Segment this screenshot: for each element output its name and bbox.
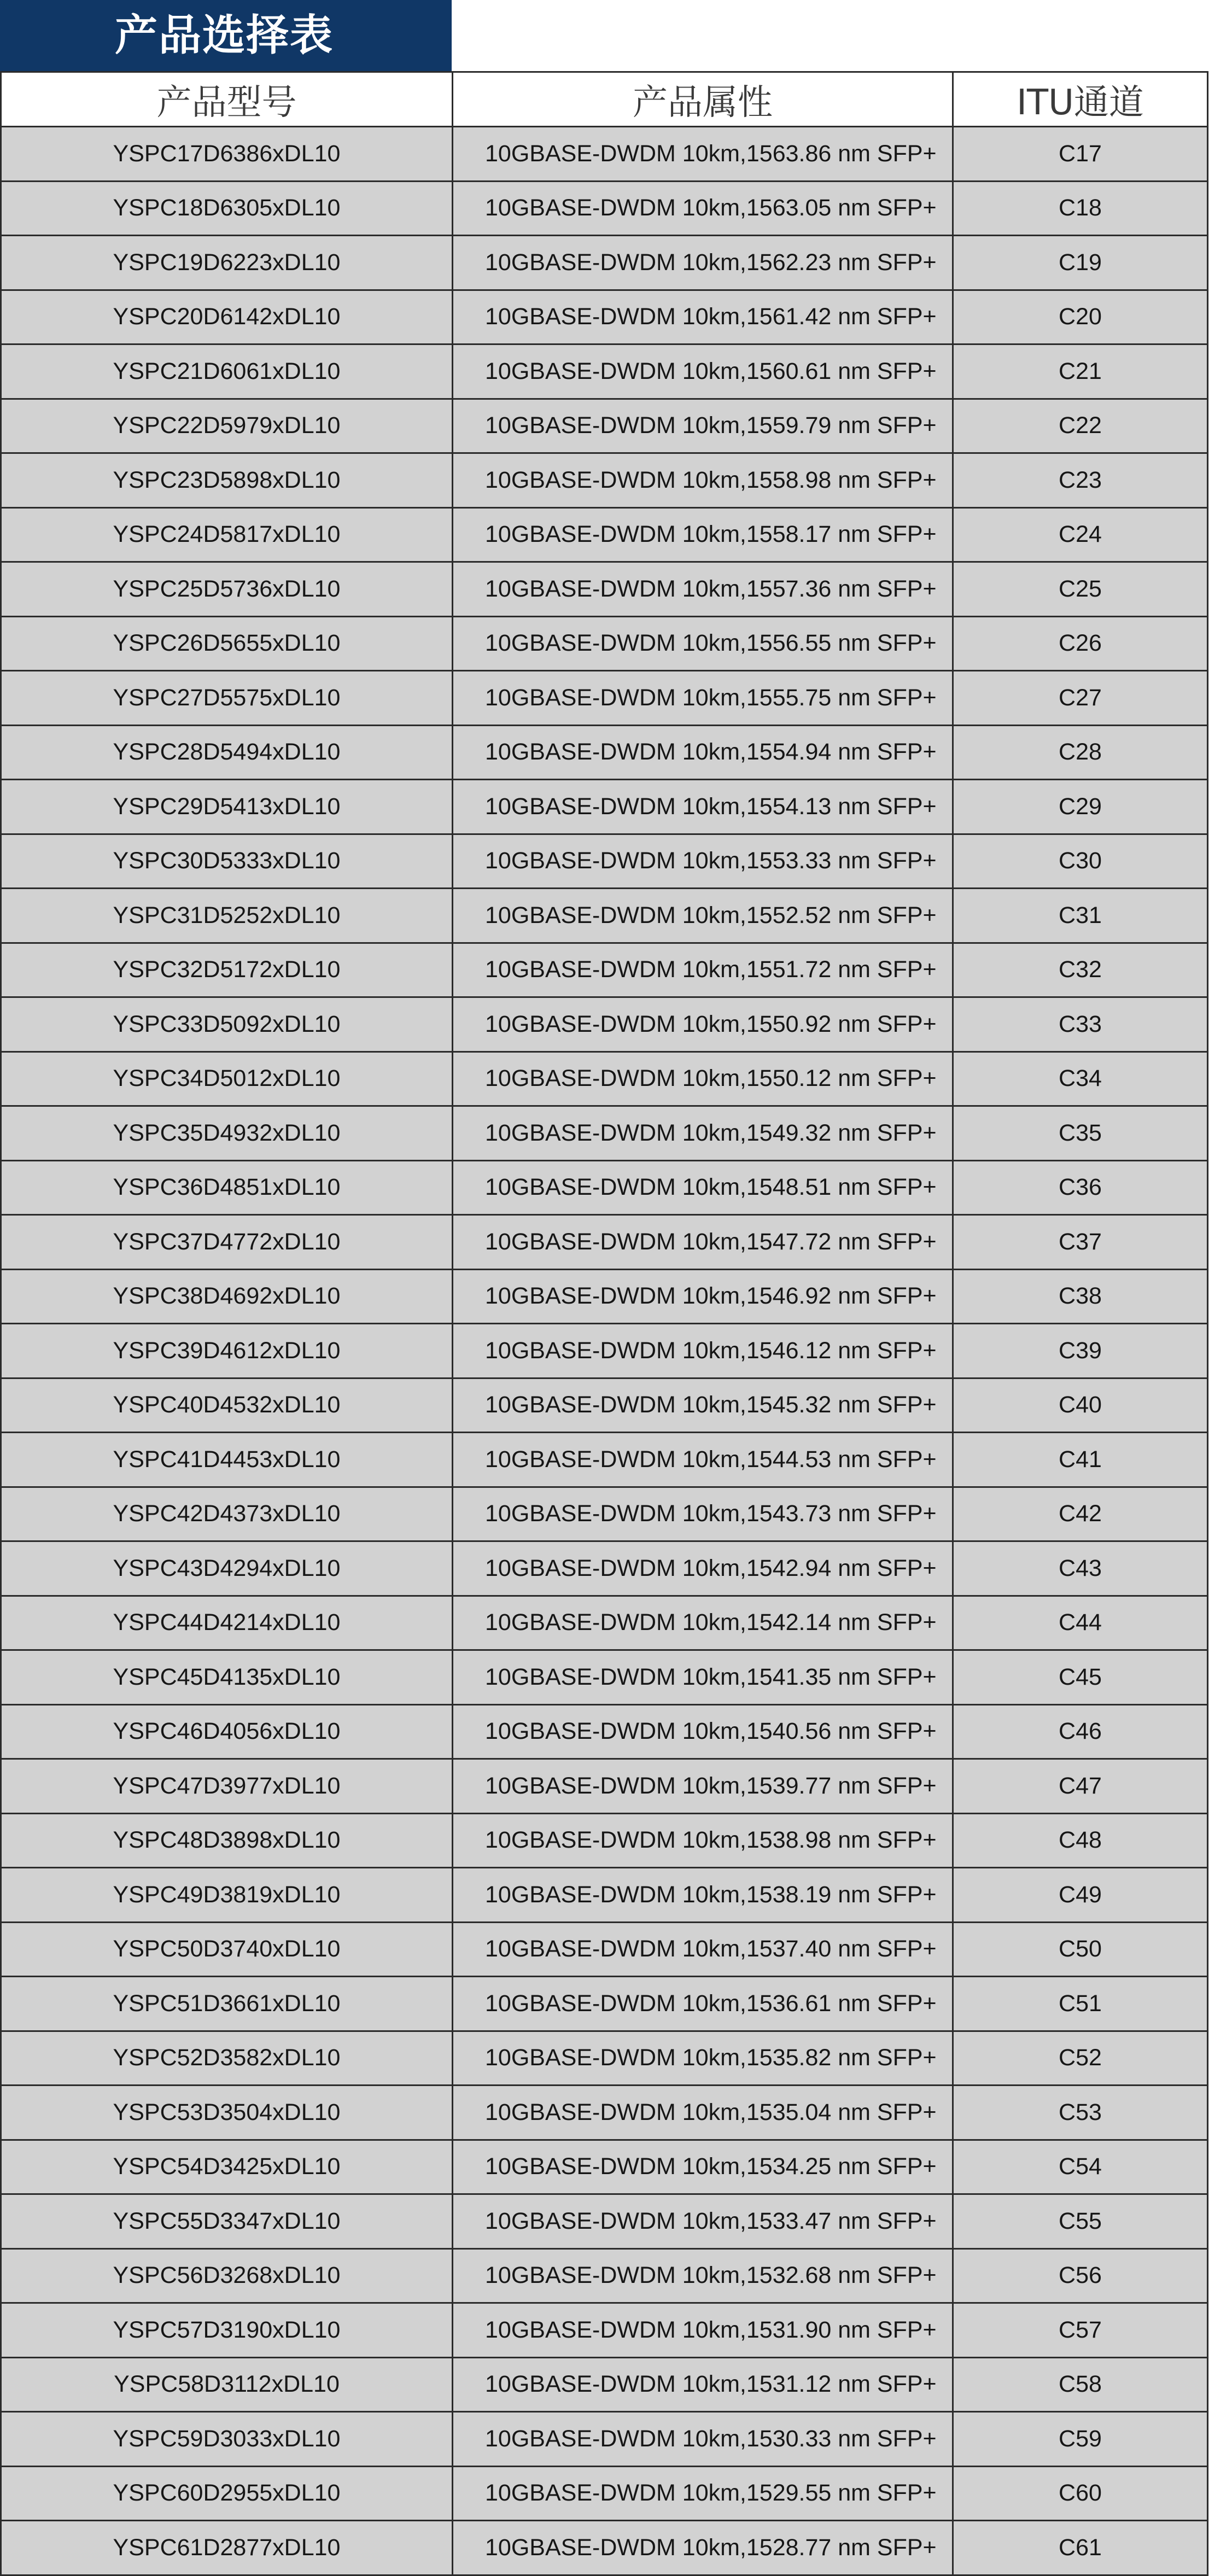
cell-itu-channel: C35	[953, 1106, 1208, 1161]
cell-attribute: 10GBASE-DWDM 10km,1530.33 nm SFP+	[453, 2412, 953, 2467]
cell-itu-channel: C27	[953, 671, 1208, 726]
cell-attribute: 10GBASE-DWDM 10km,1559.79 nm SFP+	[453, 399, 953, 453]
cell-model: YSPC22D5979xDL10	[1, 399, 453, 453]
cell-attribute: 10GBASE-DWDM 10km,1529.55 nm SFP+	[453, 2466, 953, 2521]
cell-itu-channel: C19	[953, 236, 1208, 290]
table-row	[1, 2140, 1208, 2194]
cell-itu-channel: C49	[953, 1868, 1208, 1923]
cell-attribute: 10GBASE-DWDM 10km,1543.73 nm SFP+	[453, 1487, 953, 1541]
table-row	[1, 725, 1208, 780]
cell-itu-channel: C47	[953, 1759, 1208, 1814]
cell-model: YSPC30D5333xDL10	[1, 834, 453, 889]
cell-attribute: 10GBASE-DWDM 10km,1542.94 nm SFP+	[453, 1541, 953, 1596]
cell-itu-channel: C28	[953, 725, 1208, 780]
table-row	[1, 1487, 1208, 1541]
cell-model: YSPC34D5012xDL10	[1, 1052, 453, 1106]
table-row	[1, 1704, 1208, 1759]
cell-attribute: 10GBASE-DWDM 10km,1558.17 nm SFP+	[453, 507, 953, 562]
cell-model: YSPC32D5172xDL10	[1, 943, 453, 997]
cell-itu-channel: C25	[953, 562, 1208, 617]
table-row	[1, 1378, 1208, 1433]
cell-itu-channel: C40	[953, 1378, 1208, 1433]
table-row	[1, 2466, 1208, 2521]
cell-attribute: 10GBASE-DWDM 10km,1533.47 nm SFP+	[453, 2194, 953, 2249]
cell-model: YSPC23D5898xDL10	[1, 453, 453, 508]
cell-itu-channel: C48	[953, 1813, 1208, 1868]
cell-model: YSPC60D2955xDL10	[1, 2466, 453, 2521]
cell-itu-channel: C30	[953, 834, 1208, 889]
cell-model: YSPC37D4772xDL10	[1, 1215, 453, 1270]
table-row	[1, 1052, 1208, 1106]
table-row	[1, 453, 1208, 508]
cell-attribute: 10GBASE-DWDM 10km,1550.92 nm SFP+	[453, 997, 953, 1052]
cell-model: YSPC50D3740xDL10	[1, 1922, 453, 1977]
table-row	[1, 2357, 1208, 2412]
cell-attribute: 10GBASE-DWDM 10km,1562.23 nm SFP+	[453, 236, 953, 290]
cell-model: YSPC39D4612xDL10	[1, 1324, 453, 1378]
cell-attribute: 10GBASE-DWDM 10km,1548.51 nm SFP+	[453, 1160, 953, 1215]
table-row	[1, 1324, 1208, 1378]
cell-attribute: 10GBASE-DWDM 10km,1560.61 nm SFP+	[453, 344, 953, 399]
cell-model: YSPC19D6223xDL10	[1, 236, 453, 290]
table-row	[1, 889, 1208, 943]
cell-model: YSPC26D5655xDL10	[1, 616, 453, 671]
cell-attribute: 10GBASE-DWDM 10km,1538.98 nm SFP+	[453, 1813, 953, 1868]
cell-attribute: 10GBASE-DWDM 10km,1536.61 nm SFP+	[453, 1977, 953, 2031]
product-selection-table	[0, 71, 1208, 2576]
cell-attribute: 10GBASE-DWDM 10km,1541.35 nm SFP+	[453, 1650, 953, 1705]
cell-itu-channel: C17	[953, 127, 1208, 182]
table-row	[1, 1433, 1208, 1487]
cell-model: YSPC33D5092xDL10	[1, 997, 453, 1052]
cell-model: YSPC35D4932xDL10	[1, 1106, 453, 1161]
cell-model: YSPC41D4453xDL10	[1, 1433, 453, 1487]
cell-model: YSPC59D3033xDL10	[1, 2412, 453, 2467]
cell-itu-channel: C52	[953, 2031, 1208, 2086]
cell-itu-channel: C42	[953, 1487, 1208, 1541]
header-attribute: 产品属性	[453, 72, 953, 127]
table-row	[1, 1269, 1208, 1324]
table-row	[1, 943, 1208, 997]
cell-itu-channel: C20	[953, 290, 1208, 344]
cell-itu-channel: C59	[953, 2412, 1208, 2467]
cell-attribute: 10GBASE-DWDM 10km,1538.19 nm SFP+	[453, 1868, 953, 1923]
cell-attribute: 10GBASE-DWDM 10km,1534.25 nm SFP+	[453, 2140, 953, 2194]
cell-model: YSPC20D6142xDL10	[1, 290, 453, 344]
table-row	[1, 1813, 1208, 1868]
cell-itu-channel: C26	[953, 616, 1208, 671]
cell-attribute: 10GBASE-DWDM 10km,1537.40 nm SFP+	[453, 1922, 953, 1977]
cell-itu-channel: C21	[953, 344, 1208, 399]
table-row	[1, 127, 1208, 182]
cell-itu-channel: C61	[953, 2521, 1208, 2575]
cell-itu-channel: C29	[953, 780, 1208, 834]
header-row	[1, 72, 1208, 127]
cell-itu-channel: C34	[953, 1052, 1208, 1106]
cell-itu-channel: C32	[953, 943, 1208, 997]
cell-attribute: 10GBASE-DWDM 10km,1553.33 nm SFP+	[453, 834, 953, 889]
cell-itu-channel: C51	[953, 1977, 1208, 2031]
table-row	[1, 1977, 1208, 2031]
cell-attribute: 10GBASE-DWDM 10km,1554.13 nm SFP+	[453, 780, 953, 834]
cell-attribute: 10GBASE-DWDM 10km,1532.68 nm SFP+	[453, 2248, 953, 2303]
cell-attribute: 10GBASE-DWDM 10km,1535.04 nm SFP+	[453, 2086, 953, 2140]
table-row	[1, 1215, 1208, 1270]
cell-model: YSPC40D4532xDL10	[1, 1378, 453, 1433]
cell-model: YSPC38D4692xDL10	[1, 1269, 453, 1324]
cell-itu-channel: C53	[953, 2086, 1208, 2140]
cell-itu-channel: C55	[953, 2194, 1208, 2249]
cell-attribute: 10GBASE-DWDM 10km,1539.77 nm SFP+	[453, 1759, 953, 1814]
table-body	[1, 127, 1208, 2575]
cell-model: YSPC25D5736xDL10	[1, 562, 453, 617]
cell-model: YSPC21D6061xDL10	[1, 344, 453, 399]
cell-itu-channel: C57	[953, 2303, 1208, 2358]
cell-itu-channel: C50	[953, 1922, 1208, 1977]
cell-model: YSPC61D2877xDL10	[1, 2521, 453, 2575]
table-header	[1, 72, 1208, 127]
table-row	[1, 997, 1208, 1052]
cell-itu-channel: C56	[953, 2248, 1208, 2303]
table-row	[1, 1541, 1208, 1596]
cell-itu-channel: C54	[953, 2140, 1208, 2194]
table-row	[1, 671, 1208, 726]
cell-model: YSPC17D6386xDL10	[1, 127, 453, 182]
cell-model: YSPC18D6305xDL10	[1, 181, 453, 236]
cell-itu-channel: C33	[953, 997, 1208, 1052]
cell-itu-channel: C46	[953, 1704, 1208, 1759]
cell-attribute: 10GBASE-DWDM 10km,1552.52 nm SFP+	[453, 889, 953, 943]
cell-model: YSPC24D5817xDL10	[1, 507, 453, 562]
cell-model: YSPC31D5252xDL10	[1, 889, 453, 943]
cell-model: YSPC27D5575xDL10	[1, 671, 453, 726]
cell-model: YSPC57D3190xDL10	[1, 2303, 453, 2358]
cell-attribute: 10GBASE-DWDM 10km,1547.72 nm SFP+	[453, 1215, 953, 1270]
cell-itu-channel: C23	[953, 453, 1208, 508]
cell-itu-channel: C22	[953, 399, 1208, 453]
cell-itu-channel: C41	[953, 1433, 1208, 1487]
cell-itu-channel: C31	[953, 889, 1208, 943]
cell-attribute: 10GBASE-DWDM 10km,1531.90 nm SFP+	[453, 2303, 953, 2358]
table-row	[1, 562, 1208, 617]
cell-attribute: 10GBASE-DWDM 10km,1528.77 nm SFP+	[453, 2521, 953, 2575]
cell-attribute: 10GBASE-DWDM 10km,1540.56 nm SFP+	[453, 1704, 953, 1759]
cell-attribute: 10GBASE-DWDM 10km,1550.12 nm SFP+	[453, 1052, 953, 1106]
page-title: 产品选择表	[0, 0, 452, 71]
cell-model: YSPC47D3977xDL10	[1, 1759, 453, 1814]
cell-itu-channel: C24	[953, 507, 1208, 562]
cell-itu-channel: C18	[953, 181, 1208, 236]
cell-model: YSPC54D3425xDL10	[1, 2140, 453, 2194]
cell-itu-channel: C60	[953, 2466, 1208, 2521]
table-row	[1, 290, 1208, 344]
cell-attribute: 10GBASE-DWDM 10km,1545.32 nm SFP+	[453, 1378, 953, 1433]
cell-attribute: 10GBASE-DWDM 10km,1555.75 nm SFP+	[453, 671, 953, 726]
cell-attribute: 10GBASE-DWDM 10km,1549.32 nm SFP+	[453, 1106, 953, 1161]
cell-attribute: 10GBASE-DWDM 10km,1561.42 nm SFP+	[453, 290, 953, 344]
cell-attribute: 10GBASE-DWDM 10km,1563.05 nm SFP+	[453, 181, 953, 236]
cell-model: YSPC55D3347xDL10	[1, 2194, 453, 2249]
table-row	[1, 2248, 1208, 2303]
table-row	[1, 2412, 1208, 2467]
cell-attribute: 10GBASE-DWDM 10km,1557.36 nm SFP+	[453, 562, 953, 617]
table-row	[1, 181, 1208, 236]
cell-model: YSPC52D3582xDL10	[1, 2031, 453, 2086]
table-row	[1, 1922, 1208, 1977]
cell-model: YSPC48D3898xDL10	[1, 1813, 453, 1868]
table-row	[1, 1160, 1208, 1215]
table-row	[1, 2086, 1208, 2140]
cell-model: YSPC42D4373xDL10	[1, 1487, 453, 1541]
cell-itu-channel: C44	[953, 1596, 1208, 1650]
table-row	[1, 507, 1208, 562]
cell-model: YSPC28D5494xDL10	[1, 725, 453, 780]
cell-attribute: 10GBASE-DWDM 10km,1535.82 nm SFP+	[453, 2031, 953, 2086]
cell-itu-channel: C45	[953, 1650, 1208, 1705]
table-row	[1, 616, 1208, 671]
cell-itu-channel: C58	[953, 2357, 1208, 2412]
cell-attribute: 10GBASE-DWDM 10km,1551.72 nm SFP+	[453, 943, 953, 997]
table-row	[1, 834, 1208, 889]
header-itu-channel: ITU通道	[953, 72, 1208, 127]
cell-attribute: 10GBASE-DWDM 10km,1531.12 nm SFP+	[453, 2357, 953, 2412]
table-row	[1, 1650, 1208, 1705]
cell-model: YSPC43D4294xDL10	[1, 1541, 453, 1596]
header-model: 产品型号	[1, 72, 453, 127]
table-row	[1, 780, 1208, 834]
table-row	[1, 1596, 1208, 1650]
cell-model: YSPC51D3661xDL10	[1, 1977, 453, 2031]
cell-attribute: 10GBASE-DWDM 10km,1554.94 nm SFP+	[453, 725, 953, 780]
cell-model: YSPC49D3819xDL10	[1, 1868, 453, 1923]
cell-model: YSPC46D4056xDL10	[1, 1704, 453, 1759]
cell-itu-channel: C38	[953, 1269, 1208, 1324]
cell-attribute: 10GBASE-DWDM 10km,1563.86 nm SFP+	[453, 127, 953, 182]
table-row	[1, 1759, 1208, 1814]
cell-itu-channel: C43	[953, 1541, 1208, 1596]
cell-model: YSPC53D3504xDL10	[1, 2086, 453, 2140]
table-row	[1, 344, 1208, 399]
cell-attribute: 10GBASE-DWDM 10km,1558.98 nm SFP+	[453, 453, 953, 508]
table-row	[1, 1868, 1208, 1923]
cell-attribute: 10GBASE-DWDM 10km,1556.55 nm SFP+	[453, 616, 953, 671]
table-row	[1, 1106, 1208, 1161]
cell-attribute: 10GBASE-DWDM 10km,1544.53 nm SFP+	[453, 1433, 953, 1487]
cell-itu-channel: C39	[953, 1324, 1208, 1378]
cell-model: YSPC36D4851xDL10	[1, 1160, 453, 1215]
table-row	[1, 2521, 1208, 2575]
table-row	[1, 2303, 1208, 2358]
cell-model: YSPC29D5413xDL10	[1, 780, 453, 834]
table-row	[1, 236, 1208, 290]
cell-itu-channel: C36	[953, 1160, 1208, 1215]
table-row	[1, 2194, 1208, 2249]
cell-attribute: 10GBASE-DWDM 10km,1542.14 nm SFP+	[453, 1596, 953, 1650]
cell-attribute: 10GBASE-DWDM 10km,1546.12 nm SFP+	[453, 1324, 953, 1378]
table-row	[1, 399, 1208, 453]
cell-model: YSPC45D4135xDL10	[1, 1650, 453, 1705]
cell-model: YSPC58D3112xDL10	[1, 2357, 453, 2412]
cell-model: YSPC56D3268xDL10	[1, 2248, 453, 2303]
cell-model: YSPC44D4214xDL10	[1, 1596, 453, 1650]
cell-attribute: 10GBASE-DWDM 10km,1546.92 nm SFP+	[453, 1269, 953, 1324]
cell-itu-channel: C37	[953, 1215, 1208, 1270]
table-row	[1, 2031, 1208, 2086]
